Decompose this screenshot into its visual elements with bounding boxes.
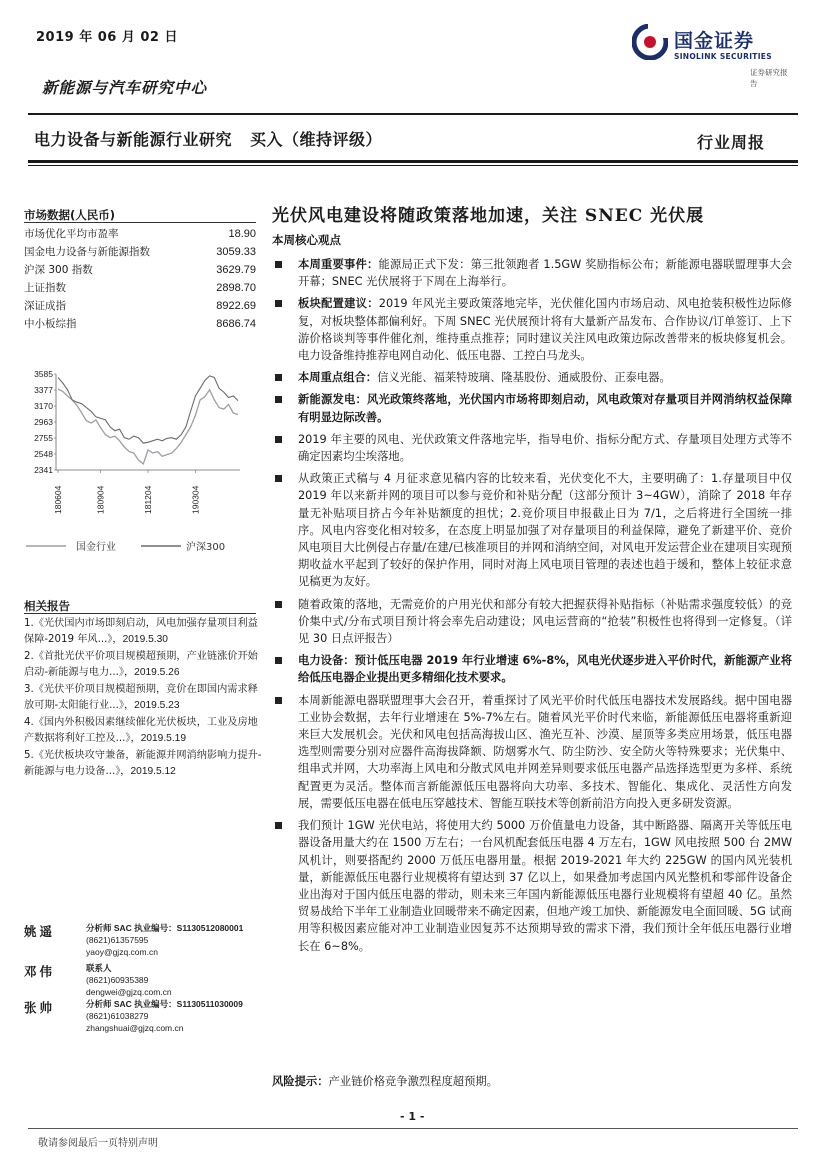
- market-data-table: [24, 225, 256, 333]
- risk-label: 风险提示：: [272, 1075, 329, 1088]
- report-type: 行业周报: [697, 133, 766, 152]
- legend-label-csi300: 沪深300: [186, 542, 226, 553]
- y-tick-label: 2963: [34, 417, 53, 427]
- related-report-text: 5.《光伏板块攻守兼备，新能源并网消纳影响力提升-新能源与电力设备...》，: [24, 750, 262, 777]
- analyst-phone: (8621)60935389: [86, 975, 149, 985]
- analyst-contact: [86, 922, 243, 958]
- bullet-heading: 电力设备：预计低压电器 2019 年行业增速 6%-8%，风电光伏逐步进入平价时代，新能源产业将给低压电器企业提出更多精细化技术要求。: [298, 654, 792, 685]
- series-line-industry: [58, 389, 238, 464]
- chart-legend: [26, 538, 256, 554]
- footer-rule: [28, 1128, 798, 1129]
- analyst-name: 邓伟: [24, 964, 56, 979]
- analyst-email[interactable]: yaoy@gjzq.com.cn: [86, 947, 158, 957]
- related-report-date: 2019.5.12: [130, 766, 176, 777]
- market-label: 中小板综指: [24, 318, 77, 330]
- y-tick-label: 3585: [34, 369, 53, 379]
- market-value: 2898.70: [216, 282, 256, 294]
- bullet-heading: 板块配置建议：: [298, 297, 379, 311]
- related-report-text: 2.《首批光伏平价项目规模超预期，产业链涨价开始启动-新能源与电力...》，: [24, 651, 258, 678]
- analyst-credential: 分析师 SAC 执业编号：S1130511030009: [86, 999, 243, 1009]
- logo-subtitle: 证券研究报告: [750, 68, 788, 88]
- rating: 买入（维持评级）: [250, 130, 383, 149]
- bullet-policy-comparison: [272, 470, 792, 590]
- analyst-contact: [86, 998, 243, 1034]
- bullet-policy-landing: [272, 431, 792, 465]
- series-line-csi300: [58, 376, 238, 443]
- core-view-subhead: 本周核心观点: [272, 233, 341, 247]
- analyst-block: [24, 998, 264, 1042]
- bullet-heading: 本周重点组合：: [298, 371, 378, 385]
- analyst-name: 张帅: [24, 1000, 56, 1015]
- related-report-date: 2019.5.30: [122, 634, 168, 645]
- related-report-text: 3.《光伏平价项目规模超预期，竞价在即国内需求释放可期-太阳能行业...》，: [24, 684, 258, 711]
- market-row: [24, 297, 256, 315]
- analyst-block: [24, 922, 264, 966]
- market-data-title: 市场数据(人民币): [24, 208, 116, 222]
- y-tick-label: 2341: [34, 465, 53, 475]
- related-reports-rule: [24, 613, 256, 614]
- y-tick-label: 3377: [34, 385, 53, 396]
- market-row: [24, 261, 256, 279]
- bullet-text: 能源局正式下发：第三批领跑者 1.5GW 奖励指标公布；新能源电器联盟理事大会开幕；SNEC 光伏展将于下周在上海举行。: [298, 258, 792, 289]
- analyst-credential: 联系人: [86, 963, 112, 973]
- y-tick-label: 2548: [34, 449, 53, 460]
- index-line-chart: [20, 368, 246, 520]
- related-report-item[interactable]: [24, 682, 262, 714]
- market-value: 18.90: [228, 228, 256, 240]
- bullet-text: 随着政策的落地，无需竞价的户用光伏和部分有较大把握获得补贴指标（补贴需求强度较低）的竞价集中式/分布式项目预计将会率先启动建设；风电运营商的“抢装”积极性也将得到一定修复。（详见 30 日点评报告）: [298, 597, 792, 646]
- bullet-heading: 新能源发电：风光政策终落地，光伏国内市场将即刻启动，风电政策对存量项目并网消纳权益保障有明显边际改善。: [298, 393, 792, 424]
- bullet-text: 本周新能源电器联盟理事大会召开，着重探讨了风光平价时代低压电器技术发展路线。据中国电器工业协会数据，去年行业增速在 5%-7%左右。随着风光平价时代来临，新能源低压电器将重新迎来巨大发展机会。光伏和风电包括高海拔山区、渔光互补、沙漠、屋顶等多类应用场景，低压电器选型则需要分别对应器件高海拔降额、防烟雾水气、防尘防沙、安全防火等特殊要求；光伏集中、组串式并网，大功率海上风电和分散式风电并网差异则要求低压电器产品选择选型更为多样、系统配置更为灵活。整体而言新能源低压电器将向大功率、多技术、智能化、集成化、灵活性方向发展，需要低压电器在低电压穿越技术、智能互联技术等创新前沿方向投入更多研发资源。: [298, 693, 792, 810]
- market-label: 市场优化平均市盈率: [24, 228, 119, 240]
- report-date: 2019 年 06 月 02 日: [36, 30, 178, 45]
- research-center: 新能源与汽车研究中心: [42, 78, 208, 97]
- analyst-credential: 分析师 SAC 执业编号：S1130512080001: [86, 923, 244, 933]
- market-row: [24, 243, 256, 261]
- market-value: 8686.74: [216, 318, 256, 330]
- related-report-text: 4.《国内外积极因素继续催化光伏板块，工业及房地产数据将利好工控及...》，: [24, 717, 258, 744]
- bullet-low-voltage-trend: [272, 692, 792, 812]
- footer-disclaimer-note: 敬请参阅最后一页特别声明: [38, 1138, 158, 1149]
- sinolink-logo-icon: [632, 24, 668, 60]
- x-tick-label: 180904: [95, 485, 106, 514]
- market-value: 3629.79: [216, 264, 256, 276]
- bullet-text: 从政策正式稿与 4 月征求意见稿内容的比较来看，光伏变化不大，主要明确了：1.存量项目中仅 2019 年以来新并网的项目可以参与竞价和补贴分配（这部分预计 3~4GW），消除了 2018 年存量无补贴项目挤占今年补贴额度的担忧；2.竞价项目申报截止日为 7/1，之后将进行全国统一排序。风电内容变化相对较多，在态度上明显加强了对存量项目的利益保障，避免了新建平价、竞价风电项目大比例侵占存量/在建/已核准项目的并网和消纳空间，对风电开发运营企业在建项目实现预期收益水平起到了较好的保护作用，同时对海上风电项目管理的表述也趋于缓和，整体上较征求意见稿更为友好。: [298, 472, 792, 589]
- main-content: [272, 256, 792, 960]
- bullet-text: 我们预计 1GW 光伏电站，将使用大约 5000 万价值量电力设备，其中断路器、隔离开关等低压电器设备用量大约在 1500 万左右；一台风机配套低压电器 4 万左右，1GW 风电按照 500 台 2MW 风机计，则要搭配约 2000 万低压电器用量。根据 2019-2021 年大约 225GW 的国内风光装机量，新能源低压电器行业规模将有望达到 37 亿以上，如果叠加考虑国内风光整机和零部件设备企业出海对于国内低压电器的带动，则未来三年国内新能源低压电器行业规模将有望超 40 亿。虽然贸易战给下半年工业制造业回暖带来不确定因素，但地产竣工加快、新能源发电全面回暖、5G 试商用等积极因素应能对冲工业制造业因复苏不达预期导致的需求下滑，我们预计全年低压电器行业增长在 6~8%。: [298, 819, 793, 953]
- market-label: 上证指数: [24, 282, 66, 294]
- market-data-rule: [24, 222, 256, 223]
- bullet-important-events: [272, 256, 792, 290]
- logo-english-name: SINOLINK SECURITIES: [674, 52, 772, 61]
- legend-label-industry: 国金行业: [76, 542, 116, 553]
- report-title-line: [34, 127, 382, 150]
- title-divider-thin: [28, 165, 798, 166]
- market-label: 国金电力设备与新能源指数: [24, 246, 150, 258]
- bullet-text: 2019 年风光主要政策落地完毕，光伏催化国内市场启动、风电抢装积极性边际修复，对板块整体都偏利好。下周 SNEC 光伏展预计将有大量新产品发布、合作协议/订单签订、上下游价格谈判等事件催化剂，维持重点推荐；同时建议关注风电政策边际改善带来的板块修复机会。电力设备维持推荐电网自动化、低压电器、工控白马龙头。: [298, 297, 792, 363]
- bullet-text: 2019 年主要的风电、光伏政策文件落地完毕，指导电价、指标分配方式、存量项目处理方式等不确定因素均尘埃落地。: [298, 432, 792, 464]
- main-headline: 光伏风电建设将随政策落地加速，关注 SNEC 光伏展: [272, 206, 705, 226]
- company-logo: [632, 22, 792, 88]
- analyst-contact: [86, 962, 172, 998]
- page-number: - 1 -: [400, 1110, 425, 1123]
- related-report-date: 2019.5.26: [134, 667, 180, 678]
- bullet-low-voltage-forecast: [272, 817, 792, 955]
- market-label: 沪深 300 指数: [24, 264, 93, 276]
- related-report-date: 2019.5.23: [134, 700, 180, 711]
- y-tick-label: 3170: [34, 401, 53, 412]
- related-report-date: 2019.5.19: [140, 733, 187, 744]
- related-report-item[interactable]: [24, 748, 262, 780]
- market-value: 8922.69: [216, 300, 256, 312]
- market-row: [24, 315, 256, 333]
- market-label: 深证成指: [24, 300, 66, 312]
- market-value: 3059.33: [216, 246, 256, 258]
- bullet-new-energy-heading: [272, 391, 792, 425]
- x-tick-label: 180604: [53, 485, 63, 514]
- bullet-power-equipment-heading: [272, 652, 792, 686]
- bullet-heading: 本周重要事件：: [298, 258, 379, 271]
- bullet-key-portfolio: [272, 369, 792, 386]
- analyst-email[interactable]: zhangshuai@gjzq.com.cn: [86, 1023, 184, 1033]
- header-divider: [28, 113, 798, 115]
- risk-warning: [272, 1073, 498, 1089]
- risk-text: 产业链价格竞争激烈程度超预期。: [328, 1075, 498, 1088]
- x-tick-label: 181204: [143, 485, 153, 514]
- analyst-name: 姚遥: [24, 924, 56, 939]
- related-report-item[interactable]: [24, 649, 262, 681]
- market-row: [24, 279, 256, 297]
- bullet-allocation-advice: [272, 295, 792, 364]
- analyst-phone: (8621)61038279: [86, 1011, 149, 1021]
- report-title: 电力设备与新能源行业研究: [34, 130, 233, 149]
- related-reports-list: [24, 616, 262, 781]
- bullet-policy-effect: [272, 596, 792, 648]
- market-row: [24, 225, 256, 243]
- related-report-item[interactable]: [24, 616, 262, 648]
- analyst-phone: (8621)61357595: [86, 935, 149, 945]
- related-report-text: 1.《光伏国内市场即刻启动，风电加强存量项目利益保障-2019 年风...》，: [24, 618, 258, 645]
- bullet-text: 信义光能、福莱特玻璃、隆基股份、通威股份、正泰电器。: [377, 371, 671, 385]
- related-reports-title: 相关报告: [24, 599, 70, 613]
- logo-chinese-name: 国金证券: [674, 30, 755, 52]
- x-tick-label: 190304: [190, 485, 201, 514]
- analyst-email[interactable]: dengwei@gjzq.com.cn: [86, 987, 172, 997]
- related-report-item[interactable]: [24, 715, 262, 747]
- y-tick-label: 2755: [34, 433, 53, 444]
- title-divider-thick: [28, 160, 798, 163]
